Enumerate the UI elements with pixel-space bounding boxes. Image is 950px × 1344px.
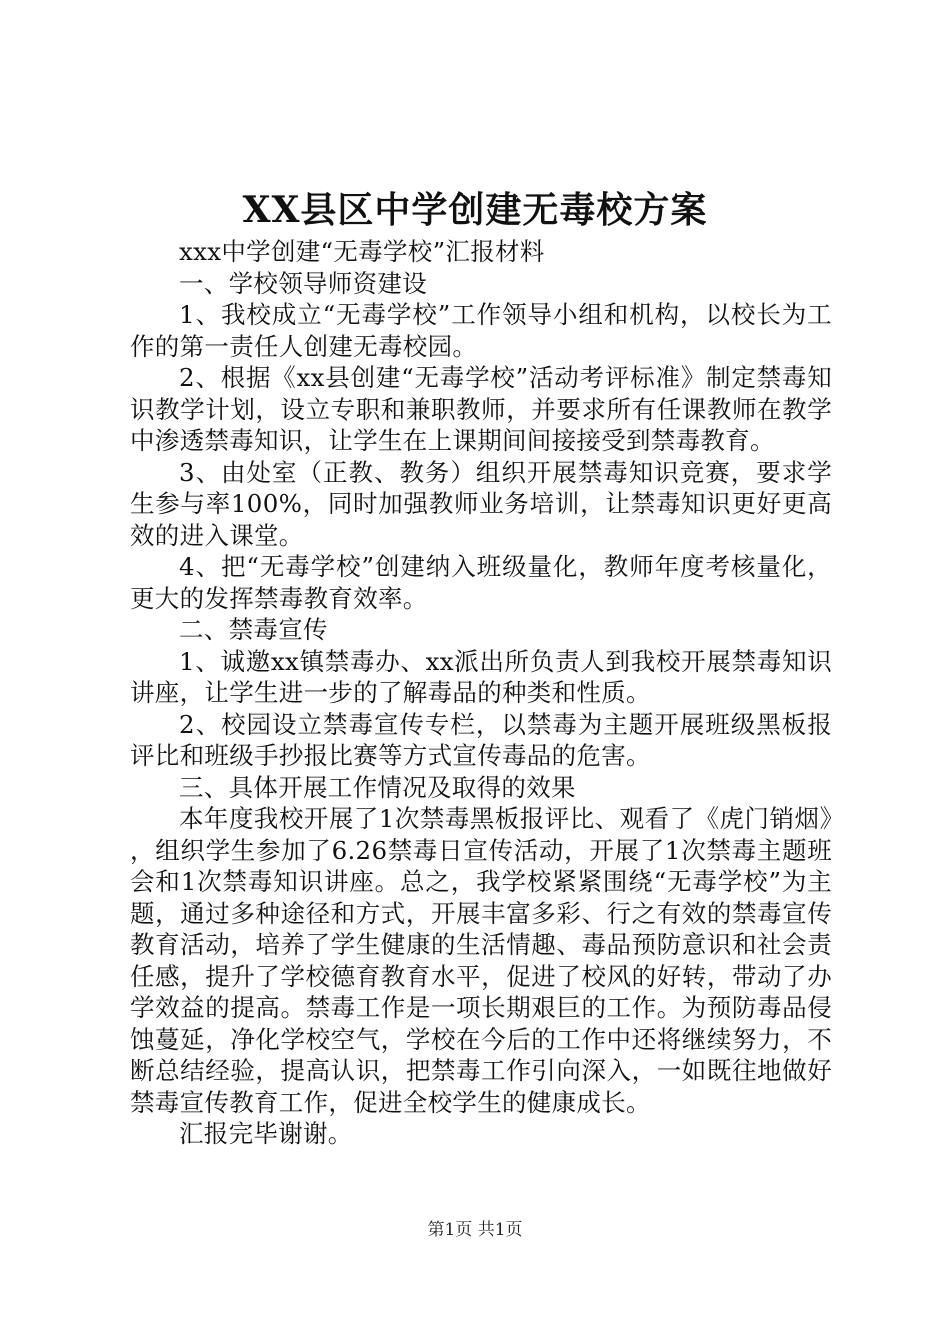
- document-title: XX县区中学创建无毒校方案: [242, 189, 708, 231]
- paragraph: 2、校园设立禁毒宣传专栏，以禁毒为主题开展班级黑板报评比和班级手抄报比赛等方式宣传毒品的危害。: [130, 709, 832, 770]
- section-heading-1: 一、学校领导师资建设: [179, 268, 427, 298]
- section-heading-3: 三、具体开展工作情况及取得的效果: [179, 772, 576, 802]
- paragraph: 本年度我校开展了1次禁毒黑板报评比、观看了《虎门销烟》，组织学生参加了6.26禁毒日宣传活动，开展了1次禁毒主题班会和1次禁毒知识讲座。总之，我学校紧紧围绕“无毒学校”为主题，通过多种途径和方式，开展丰富多彩、行之有效的禁毒宣传教育活动，培养了学生健康的生活情趣、毒品预防意识和社会责任感，提升了学校德育教育水平，促进了校风的好转，带动了办学效益的提高。禁毒工作是一项长期艰巨的工作。为预防毒品侵蚀蔓延，净化学校空气，学校在今后的工作中还将继续努力，不断总结经验，提高认识，把禁毒工作引向深入，一如既往地做好禁毒宣传教育工作，促进全校学生的健康成长。: [130, 804, 832, 1117]
- paragraph: 4、把“无毒学校”创建纳入班级量化，教师年度考核量化，更大的发挥禁毒教育效率。: [130, 552, 832, 613]
- paragraph: 1、诚邀xx镇禁毒办、xx派出所负责人到我校开展禁毒知识讲座，让学生进一步的了解毒品的种类和性质。: [130, 646, 832, 707]
- closing-line: 汇报完毕谢谢。: [179, 1119, 353, 1148]
- page-footer: 第1页 共1页: [427, 1220, 523, 1240]
- paragraph: 2、根据《xx县创建“无毒学校”活动考评标准》制定禁毒知识教学计划，设立专职和兼职教师，并要求所有任课教师在教学中渗透禁毒知识，让学生在上课期间间接接受到禁毒教育。: [130, 363, 832, 455]
- section-heading-2: 二、禁毒宣传: [179, 615, 328, 644]
- document-body: [130, 236, 832, 1150]
- paragraph: 3、由处室（正教、教务）组织开展禁毒知识竞赛，要求学生参与率100%，同时加强教师业务培训，让禁毒知识更好更高效的进入课堂。: [130, 457, 832, 550]
- report-heading: xxx中学创建“无毒学校”汇报材料: [179, 237, 545, 266]
- paragraph: 1、我校成立“无毒学校”工作领导小组和机构，以校长为工作的第一责任人创建无毒校园。: [130, 300, 832, 361]
